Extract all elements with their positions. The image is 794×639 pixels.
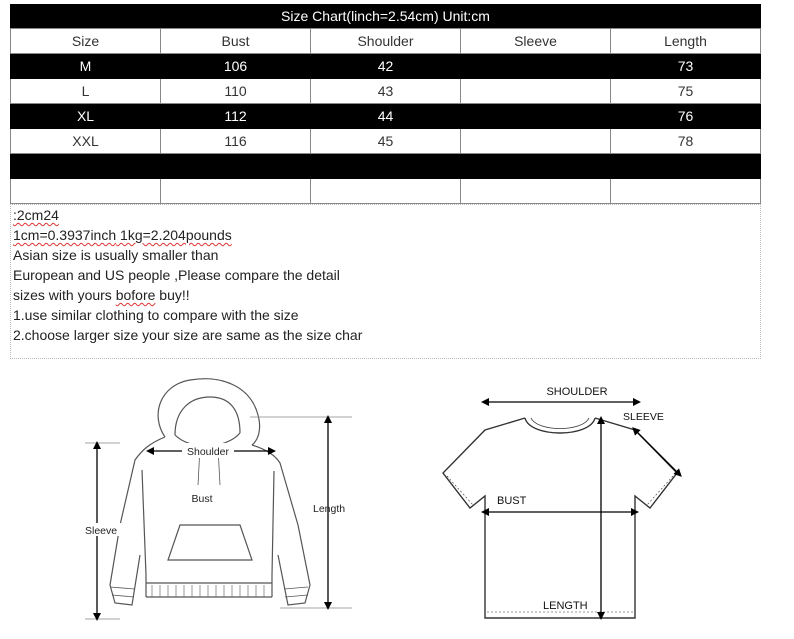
table-cell [11,179,161,204]
table-cell: 44 [311,104,461,129]
size-notes [10,204,761,359]
table-cell: 76 [611,104,761,129]
table-cell: 73 [611,54,761,79]
table-cell [11,154,161,179]
table-cell: 116 [161,129,311,154]
table-cell [161,179,311,204]
note-line-1: :2cm24 [13,207,59,223]
table-cell: M [11,54,161,79]
table-row [11,129,761,154]
tshirt-sleeve-arrow [635,430,679,474]
tshirt-length-label: LENGTH [543,600,588,612]
table-header-cell: Length [611,29,761,54]
table-header-cell: Size [11,29,161,54]
size-table [10,28,761,204]
table-header-cell: Sleeve [461,29,611,54]
table-row [11,154,761,179]
table-cell: 42 [311,54,461,79]
table-cell: 78 [611,129,761,154]
tshirt-bust-label: BUST [497,495,527,507]
table-cell [611,179,761,204]
table-cell: 75 [611,79,761,104]
note-line-6: 1.use similar clothing to compare with the size [13,307,299,323]
size-chart [10,4,761,204]
table-cell [461,154,611,179]
table-row [11,179,761,204]
table-row [11,104,761,129]
table-header-cell: Bust [161,29,311,54]
table-cell: 45 [311,129,461,154]
note-line-4: European and US people ,Please compare the detail [13,267,340,283]
hoodie-length-label: Length [313,503,346,515]
table-cell [161,154,311,179]
hoodie-sleeve-label: Sleeve [85,525,118,537]
table-row [11,54,761,79]
table-row [11,79,761,104]
table-cell [461,79,611,104]
hoodie-shoulder-label: Shoulder [186,446,230,458]
table-header-row [11,29,761,54]
table-cell: 43 [311,79,461,104]
table-cell: 106 [161,54,311,79]
table-cell: XL [11,104,161,129]
hoodie-outline [110,379,310,605]
note-line-7: 2.choose larger size your size are same as the size char [13,327,363,343]
tshirt-shoulder-label: SHOULDER [546,386,608,398]
table-cell: L [11,79,161,104]
table-cell [311,154,461,179]
note-line-3: Asian size is usually smaller than [13,247,219,263]
tshirt-diagram [435,378,685,636]
table-cell: 110 [161,79,311,104]
table-cell: XXL [11,129,161,154]
note-line-5: sizes with yours bofore buy!! [13,287,190,303]
hoodie-bust-label: Bust [191,493,213,505]
size-chart-title: Size Chart(linch=2.54cm) Unit:cm [10,4,761,28]
hoodie-diagram [80,375,370,637]
table-cell [311,179,461,204]
tshirt-sleeve-label: SLEEVE [623,411,664,423]
tshirt-outline [443,418,677,618]
table-cell [611,154,761,179]
table-header-cell: Shoulder [311,29,461,54]
table-cell [461,54,611,79]
table-cell: 112 [161,104,311,129]
note-line-2: 1cm=0.3937inch 1kg=2.204pounds [13,227,232,243]
table-cell [461,104,611,129]
table-cell [461,179,611,204]
table-cell [461,129,611,154]
